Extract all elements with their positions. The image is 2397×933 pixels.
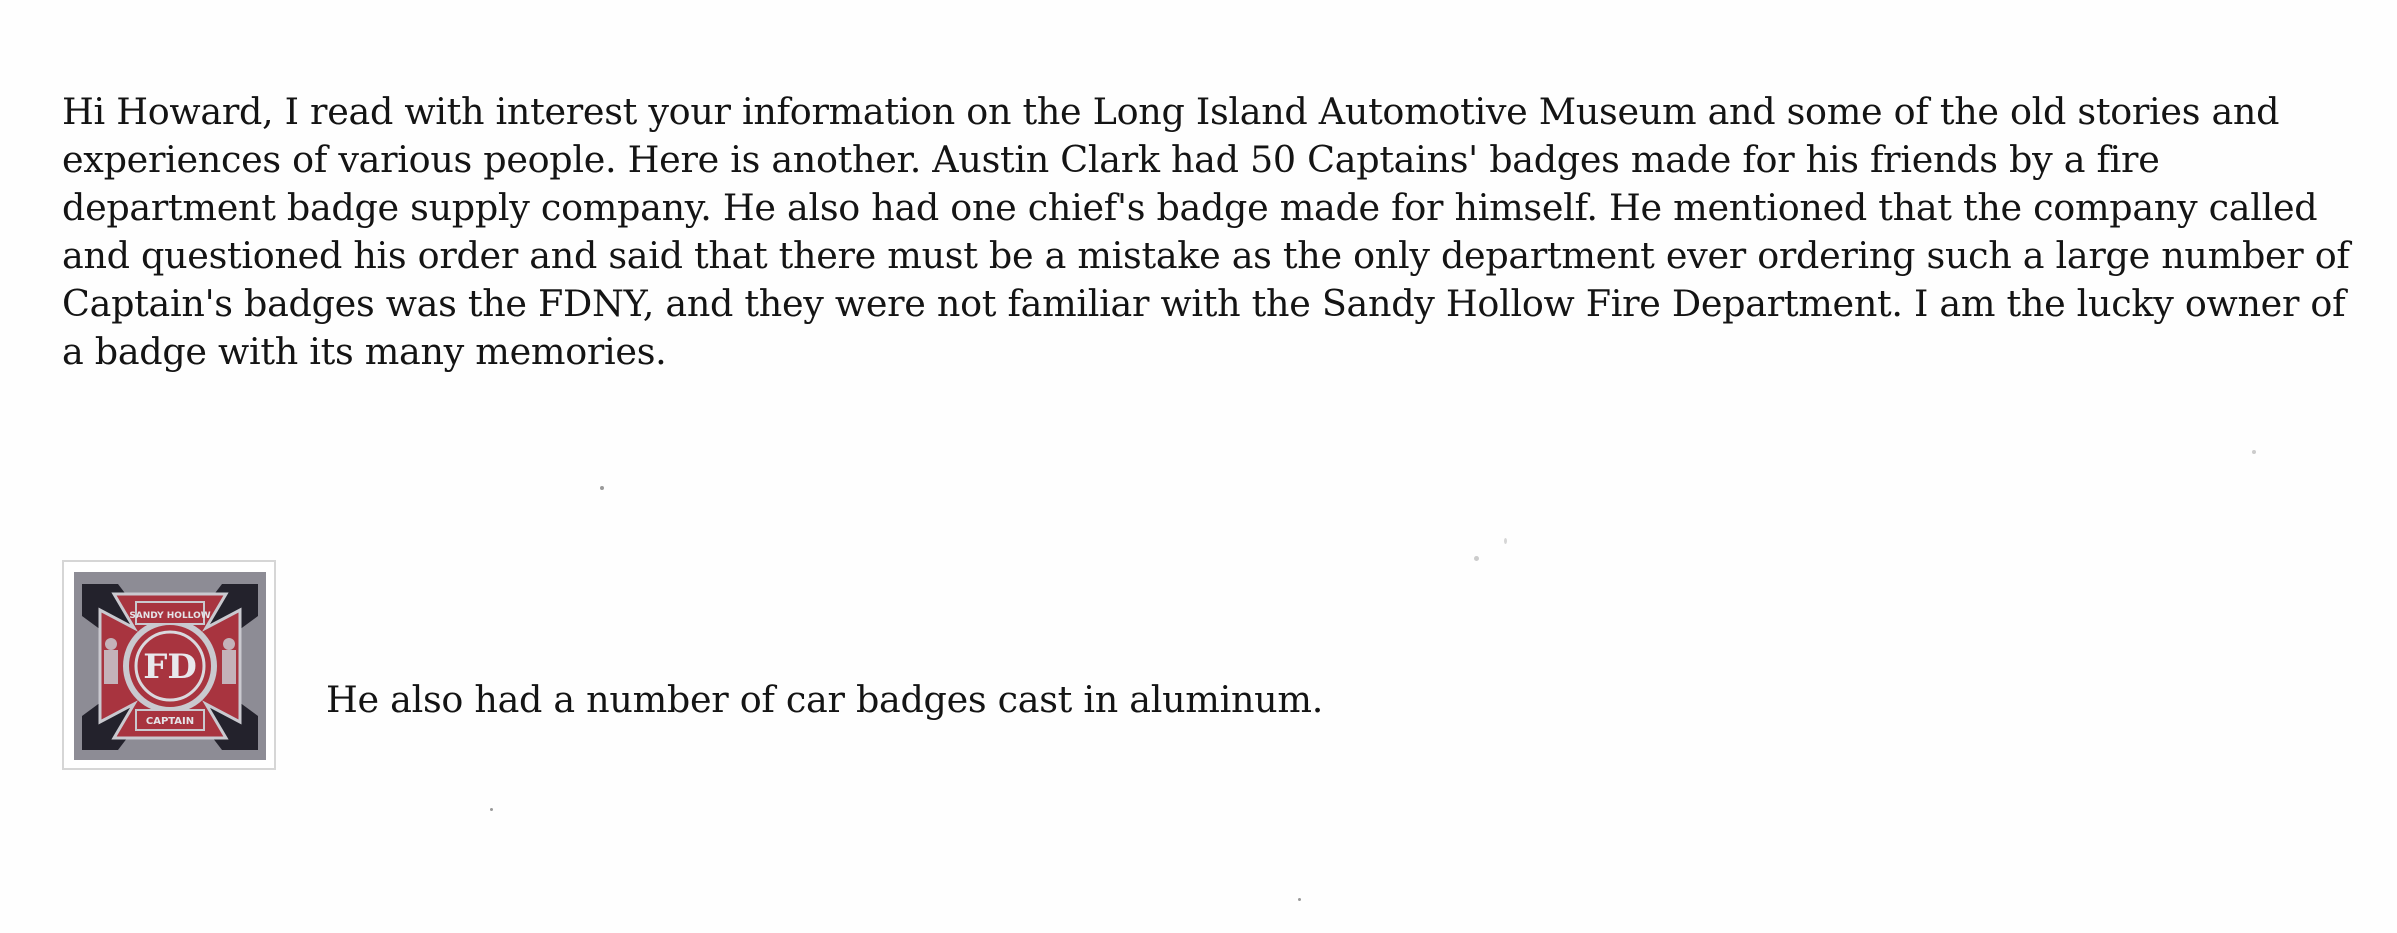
- captain-badge-image: [74, 572, 266, 760]
- scan-speck: [1474, 556, 1479, 561]
- scan-speck: [1504, 538, 1507, 544]
- badge-bottom-text: CAPTAIN: [145, 716, 195, 727]
- scan-speck: [2252, 450, 2256, 454]
- badge-top-text: SANDY HOLLOW: [129, 611, 211, 621]
- badge-center-text: FD: [143, 647, 197, 687]
- letter-paragraph: Hi Howard, I read with interest your information on the Long Island Automotive Museum and some of the old stories and experiences of various people. Here is another. Austin Clark had 50 Captains' badges made for his friends by a fire department badge supply company. He also had one chief's badge made for himself. He mentioned that the company called and questioned his order and said that there must be a mistake as the only department ever ordering such a large number of Captain's badges was the FDNY, and they were not familiar with the Sandy Hollow Fire Department. I am the lucky owner of a badge with its many memories.: [62, 90, 2350, 373]
- scan-speck: [600, 486, 604, 490]
- badge-photo-frame: [62, 560, 276, 770]
- maltese-cross-badge-icon: [74, 572, 266, 760]
- scan-speck: [490, 808, 493, 811]
- scan-speck: [1298, 898, 1301, 901]
- badge-caption: He also had a number of car badges cast in aluminum.: [326, 678, 1323, 721]
